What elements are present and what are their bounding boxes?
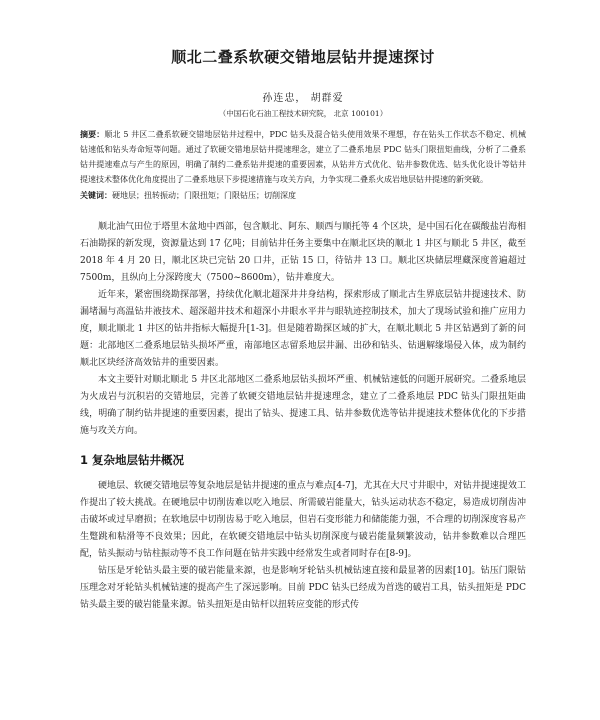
intro-paragraph: 顺北油气田位于塔里木盆地中西部，包含顺北、阿东、顺西与顺托等 4 个区块，是中国石化在碳酸盐岩海相石油勘探的新发现，资源量达到 17 亿吨；目前钻井任务主要集中在顺北区块的顺北 1 井区与顺北 5 井区，截至 2018 年 4 月 20 日，顺北区块已完钻 20 口井，正钻 15 口，待钻井 13 口。顺北区块储层埋藏深度普遍超过 7500m，且纵向上分深跨度大（7500~8600m），钻井难度大。 bbox=[80, 222, 526, 283]
keywords bbox=[80, 189, 526, 203]
abstract-label: 摘要： bbox=[80, 130, 105, 139]
intro-paragraph: 近年来，紧密围绕勘探部署，持续优化顺北超深井井身结构，探索形成了顺北古生界底层钻井提速技术、防漏堵漏与高温钻井液技术、超深超井技术和超深小井眼水平井与眼轨迹控制技术，加大了现场试验和推广应用力度，顺北顺北 1 井区的钻井指标大幅提升[1-3]。但是随着勘探区域的扩大，在顺北顺北 5 井区钻遇到了新的问题：北部地区二叠系地层钻头损坏严重，南部地区志留系地层井漏、出砂和钻头、钻遇解缘塌侵入体，成为制约顺北区块经济高效钻井的重要因素。 bbox=[80, 290, 526, 368]
intro-section bbox=[80, 219, 526, 440]
keywords-text: 硬地层；扭转振动；门限扭矩；门限钻压；切削深度 bbox=[112, 191, 296, 200]
paper-title: 顺北二叠系软硬交错地层钻井提速探讨 bbox=[171, 48, 435, 66]
abstract bbox=[80, 127, 526, 187]
paper-affiliation: （中国石化石油工程技术研究院， 北京 100101） bbox=[218, 109, 388, 118]
abstract-text: 顺北 5 井区二叠系软硬交错地层钻井过程中，PDC 钻头及混合钻头使用效果不理想，存在钻头工作状态不稳定、机械钻速低和钻头寿命短等问题。通过了软硬交错地层钻井提速理念，建立了二叠系地层 PDC 钻头门限扭矩曲线，分析了二叠系钻井提速难点与产生的原因，明确了制约二叠系钻井提速的重要因素，从钻井方式优化、钻井参数优选、钻头优化设计等钻井提速技术整体优化角度提出了二叠系地层下步提速措施与攻关方向，力争实现二叠系火成岩地层钻井提速的新突破。 bbox=[80, 130, 526, 184]
section-heading: 1 复杂地层钻井概况 bbox=[80, 453, 185, 467]
section-paragraph: 钻压是牙轮钻头最主要的破岩能量来源，也是影响牙轮钻头机械钻速直接和最显著的因素[10]。钻压门限钻压理念对牙轮钻头机械钻速的提高产生了深远影响。目前 PDC 钻头已经成为首选的破岩工具，钻头扭矩是 PDC 钻头最主要的破岩能量来源。钻头扭矩是由钻杆以扭转应变能的形式传 bbox=[80, 566, 526, 610]
section-paragraph: 硬地层、软硬交错地层等复杂地层是钻井提速的重点与难点[4-7]，尤其在大尺寸井眼中，对钻井提速提效工作提出了较大挑战。在硬地层中切削齿难以吃入地层、所需破岩能量大，钻头运动状态不稳定，易造成切削齿冲击破坏或过早磨损；在软地层中切削齿易于吃入地层，但岩石变形能力和储能能力强，不合理的切削深度容易产生蹩跳和粘滑等不良效果；因此，在软硬交错地层中钻头切削深度与破岩能量频繁波动，钻井参数难以合理匹配，钻头振动与钻柱振动等不良工作问题在钻井实践中经常发生或者同时存在[8-9]。 bbox=[80, 481, 526, 559]
keywords-label: 关键词： bbox=[80, 191, 112, 200]
intro-paragraph: 本文主要针对顺北顺北 5 井区北部地区二叠系地层钻头损坏严重、机械钻速低的问题开展研究。二叠系地层为火成岩与沉积岩的交错地层，完善了软硬交错地层钻井提速理念，建立了二叠系地层 PDC 钻头门限扭矩曲线，明确了制约钻井提速的重要因素，提出了钻头、提速工具、钻井参数优选等钻井提速技术整体优化的下步措施与攻关方向。 bbox=[80, 375, 526, 436]
paper-authors: 孙连忠， 胡群爱 bbox=[262, 93, 344, 104]
section-1-body bbox=[80, 478, 526, 614]
